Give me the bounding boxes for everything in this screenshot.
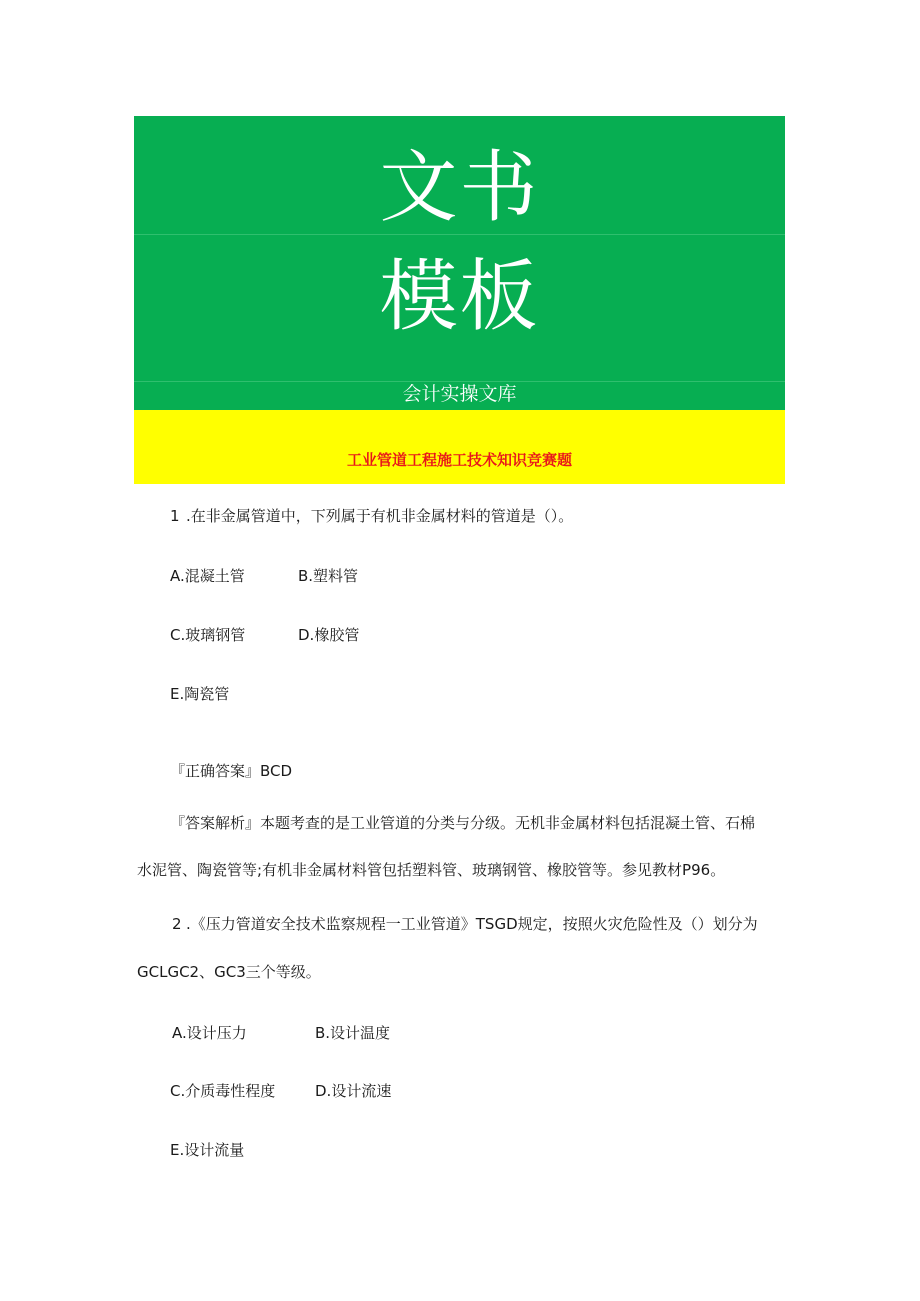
question-2-option-d: D.设计流速 bbox=[315, 1082, 392, 1100]
cover-title-line1: 文书 bbox=[379, 143, 540, 233]
question-2-option-b: B.设计温度 bbox=[315, 1024, 391, 1042]
cover-subtitle: 会计实操文库 bbox=[402, 383, 517, 405]
document-title: 工业管道工程施工技术知识竞赛题 bbox=[346, 451, 572, 469]
cover-divider bbox=[134, 234, 785, 235]
question-1-analysis-line2: 水泥管、陶瓷管等;有机非金属材料管包括塑料管、玻璃钢管、橡胶管等。参见教材P96。 bbox=[137, 861, 726, 879]
question-1-option-e: E.陶瓷管 bbox=[170, 685, 230, 703]
question-2-option-c: C.介质毒性程度 bbox=[170, 1082, 276, 1100]
question-2-option-e: E.设计流量 bbox=[170, 1141, 245, 1159]
question-2-text-line2: GCLGC2、GC3三个等级。 bbox=[137, 963, 321, 981]
question-1-number: 1 bbox=[170, 507, 180, 525]
question-1-answer: 『正确答案』BCD bbox=[170, 762, 293, 780]
question-1-text: .在非金属管道中，下列属于有机非金属材料的管道是（）。 bbox=[186, 507, 574, 525]
question-1-option-c: C.玻璃钢管 bbox=[170, 626, 246, 644]
question-2-option-a: A.设计压力 bbox=[172, 1024, 247, 1042]
question-1-option-d: D.橡胶管 bbox=[298, 626, 360, 644]
question-1-analysis-line1: 『答案解析』本题考查的是工业管道的分类与分级。无机非金属材料包括混凝土管、石棉 bbox=[170, 814, 756, 832]
cover-block bbox=[134, 116, 785, 410]
question-2-text-line1: .《压力管道安全技术监察规程一工业管道》TSGD规定，按照火灾危险性及（）划分为 bbox=[186, 915, 758, 933]
title-banner bbox=[134, 410, 785, 484]
cover-divider bbox=[134, 381, 785, 382]
question-1-option-a: A.混凝土管 bbox=[170, 567, 245, 585]
cover-title-line2: 模板 bbox=[379, 252, 540, 342]
question-1-option-b: B.塑料管 bbox=[298, 567, 359, 585]
question-2-number: 2 bbox=[172, 915, 182, 933]
